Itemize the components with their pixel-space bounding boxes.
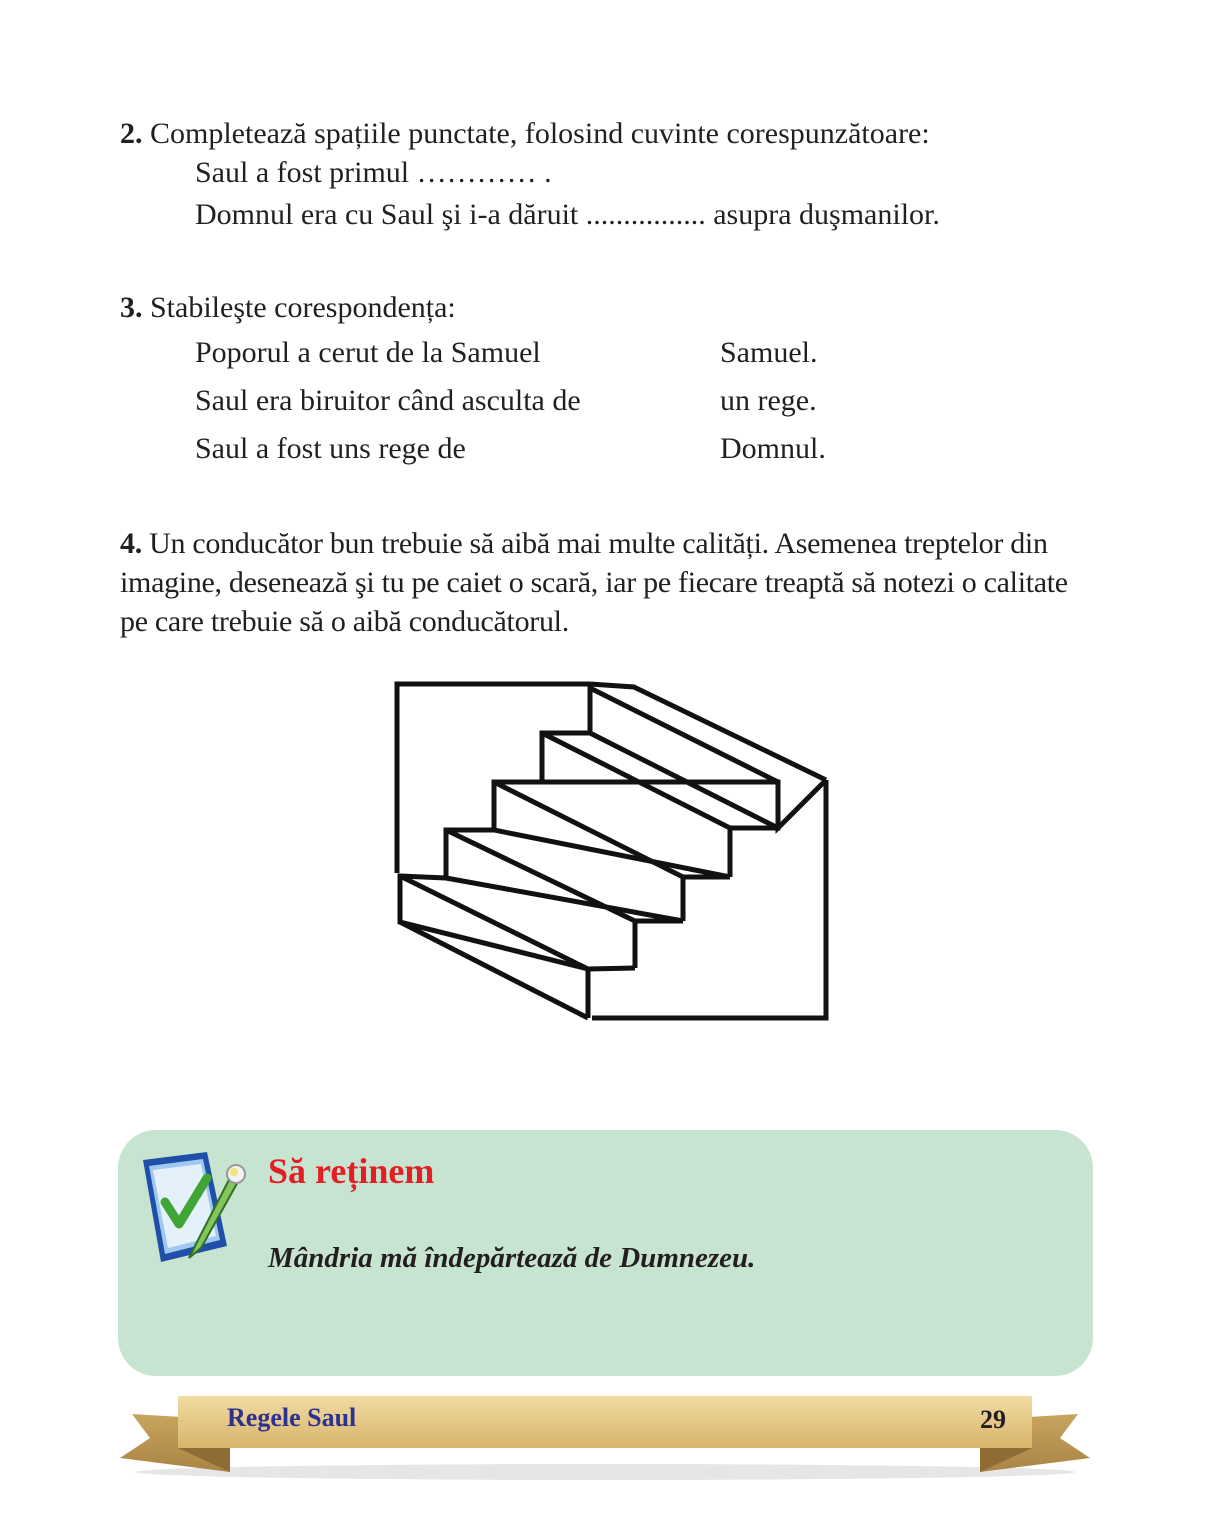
exercise-4-text: Un conducător bun trebuie să aibă mai multe calități. Asemenea treptelor din imagine, desenează şi tu pe caiet o scară, iar pe fiecare treaptă să notezi o calitate pe care trebuie să o aibă conducătorul. <box>120 527 1068 638</box>
match-left: Poporul a cerut de la Samuel <box>195 336 541 369</box>
exercise-2-number: 2. <box>120 117 143 150</box>
exercise-4-number: 4. <box>120 527 142 560</box>
page-number: 29 <box>980 1405 1006 1434</box>
match-right: Samuel. <box>720 336 818 369</box>
exercise-2-line-2: Domnul era cu Saul şi i-a dăruit ................ asupra duşmanilor. <box>195 198 940 231</box>
exercise-2-text: Completează spațiile punctate, folosind cuvinte corespunzătoare: <box>150 117 930 150</box>
exercise-3-prompt <box>120 288 456 328</box>
exercise-3-text: Stabileşte corespondența: <box>150 291 456 324</box>
staircase-illustration <box>388 678 838 1028</box>
match-right: Domnul. <box>720 432 826 465</box>
match-right: un rege. <box>720 384 817 417</box>
exercise-2-prompt <box>120 114 930 154</box>
exercise-3-number: 3. <box>120 291 143 324</box>
exercise-4-paragraph <box>120 524 1100 641</box>
match-left: Saul era biruitor când asculta de <box>195 384 581 417</box>
footer-title: Regele Saul <box>227 1403 357 1432</box>
exercise-2-line-1: Saul a fost primul ………… . <box>195 156 552 189</box>
retain-text: Mândria mă îndepărtează de Dumnezeu. <box>268 1242 756 1274</box>
match-left: Saul a fost uns rege de <box>195 432 466 465</box>
checklist-pen-icon <box>135 1150 247 1270</box>
retain-title: Să reținem <box>268 1151 435 1191</box>
